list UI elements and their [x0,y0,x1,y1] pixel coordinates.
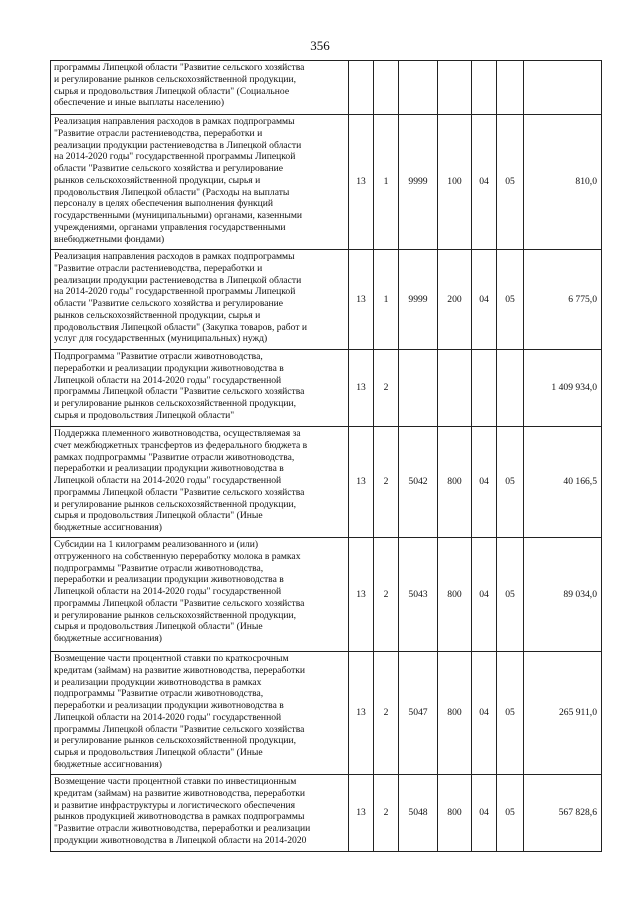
cell-code-6 [497,350,524,427]
cell-amount: 265 911,0 [524,652,602,775]
row-description: Реализация направления расходов в рамках подпрограммы "Развитие отрасли растениеводства, переработки и реализации продукции растениеводства в Липецкой области на 2014-2020 годы" государственной программы Липецкой области "Развитие сельского хозяйства и регулирование рынков сельскохозяйственной продукции, сырья и продовольствия Липецкой области" (Расходы на выплаты персоналу в целях обеспечения выполнения функций государственными (муниципальными) органами, казенными учреждениями, органами управления государственными внебюджетными фондами) [51,115,349,250]
cell-code-5: 04 [472,538,497,652]
cell-code-4: 100 [438,115,472,250]
cell-code-2 [374,61,399,115]
cell-amount: 567 828,6 [524,775,602,852]
cell-code-1: 13 [349,775,374,852]
cell-code-3: 5042 [399,427,438,538]
cell-code-4 [438,61,472,115]
cell-code-4 [438,350,472,427]
cell-code-4: 800 [438,775,472,852]
row-description: Возмещение части процентной ставки по краткосрочным кредитам (займам) на развитие животноводства, переработки и реализации продукции животноводства в рамках подпрограммы "Развитие отрасли животноводства, переработки и реализации продукции животноводства в Липецкой области на 2014-2020 годы" государственной программы Липецкой области "Развитие сельского хозяйства и регулирование рынков сельскохозяйственной продукции, сырья и продовольствия Липецкой области" (Иные бюджетные ассигнования) [51,652,349,775]
table-row [51,350,602,427]
cell-code-6: 05 [497,250,524,350]
table-row [51,115,602,250]
cell-code-1: 13 [349,652,374,775]
cell-amount: 89 034,0 [524,538,602,652]
cell-code-5 [472,61,497,115]
row-description: Поддержка племенного животноводства, осуществляемая за счет межбюджетных трансфертов из федерального бюджета в рамках подпрограммы "Развитие отрасли животноводства, переработки и реализации продукции животноводства в Липецкой области на 2014-2020 годы" государственной программы Липецкой области "Развитие сельского хозяйства и регулирование рынков сельскохозяйственной продукции, сырья и продовольствия Липецкой области" (Иные бюджетные ассигнования) [51,427,349,538]
cell-code-3: 5047 [399,652,438,775]
cell-code-6: 05 [497,775,524,852]
row-description: Возмещение части процентной ставки по инвестиционным кредитам (займам) на развитие животноводства, переработки и развитие инфраструктуры и логистического обеспечения рынков продукцией животноводства в рамках подпрограммы "Развитие отрасли животноводства, переработки и реализации продукции животноводства в Липецкой области на 2014-2020 [51,775,349,852]
cell-code-1: 13 [349,538,374,652]
cell-amount: 810,0 [524,115,602,250]
cell-code-1 [349,61,374,115]
cell-code-2: 1 [374,115,399,250]
cell-code-1: 13 [349,115,374,250]
cell-amount: 40 166,5 [524,427,602,538]
table-row [51,61,602,115]
cell-code-3: 5048 [399,775,438,852]
cell-amount [524,61,602,115]
cell-code-2: 1 [374,250,399,350]
row-description: Субсидии на 1 килограмм реализованного и (или) отгруженного на собственную переработку молока в рамках подпрограммы "Развитие отрасли животноводства, переработки и реализации продукции животноводства в Липецкой области на 2014-2020 годы" государственной программы Липецкой области "Развитие сельского хозяйства и регулирование рынков сельскохозяйственной продукции, сырья и продовольствия Липецкой области" (Иные бюджетные ассигнования) [51,538,349,652]
row-description: Подпрограмма "Развитие отрасли животноводства, переработки и реализации продукции животноводства в Липецкой области на 2014-2020 годы" государственной программы Липецкой области "Развитие сельского хозяйства и регулирование рынков сельскохозяйственной продукции, сырья и продовольствия Липецкой области" [51,350,349,427]
cell-amount: 1 409 934,0 [524,350,602,427]
table-row [51,775,602,852]
cell-code-5: 04 [472,427,497,538]
row-description: Реализация направления расходов в рамках подпрограммы "Развитие отрасли растениеводства, переработки и реализации продукции растениеводства в Липецкой области на 2014-2020 годы" государственной программы Липецкой области "Развитие сельского хозяйства и регулирование рынков сельскохозяйственной продукции, сырья и продовольствия Липецкой области" (Закупка товаров, работ и услуг для государственных (муниципальных) нужд) [51,250,349,350]
cell-code-5: 04 [472,775,497,852]
cell-code-6: 05 [497,652,524,775]
budget-table [50,60,602,852]
cell-code-3: 9999 [399,115,438,250]
cell-code-5: 04 [472,652,497,775]
cell-code-3 [399,61,438,115]
cell-code-4: 800 [438,652,472,775]
cell-code-5 [472,350,497,427]
table-row [51,250,602,350]
cell-code-5: 04 [472,250,497,350]
cell-code-4: 800 [438,427,472,538]
row-description: программы Липецкой области "Развитие сельского хозяйства и регулирование рынков сельскохозяйственной продукции, сырья и продовольствия Липецкой области" (Социальное обеспечение и иные выплаты населению) [51,61,349,115]
cell-code-1: 13 [349,350,374,427]
table-row [51,538,602,652]
cell-code-2: 2 [374,427,399,538]
page-number: 356 [310,38,330,53]
cell-code-6: 05 [497,427,524,538]
table-row [51,652,602,775]
cell-code-1: 13 [349,250,374,350]
cell-code-2: 2 [374,775,399,852]
cell-code-4: 200 [438,250,472,350]
cell-code-6 [497,61,524,115]
cell-code-5: 04 [472,115,497,250]
cell-code-1: 13 [349,427,374,538]
cell-code-2: 2 [374,652,399,775]
cell-code-3: 9999 [399,250,438,350]
cell-code-4: 800 [438,538,472,652]
cell-code-6: 05 [497,538,524,652]
cell-code-2: 2 [374,350,399,427]
cell-code-6: 05 [497,115,524,250]
cell-code-3: 5043 [399,538,438,652]
cell-code-2: 2 [374,538,399,652]
cell-code-3 [399,350,438,427]
table-row [51,427,602,538]
cell-amount: 6 775,0 [524,250,602,350]
